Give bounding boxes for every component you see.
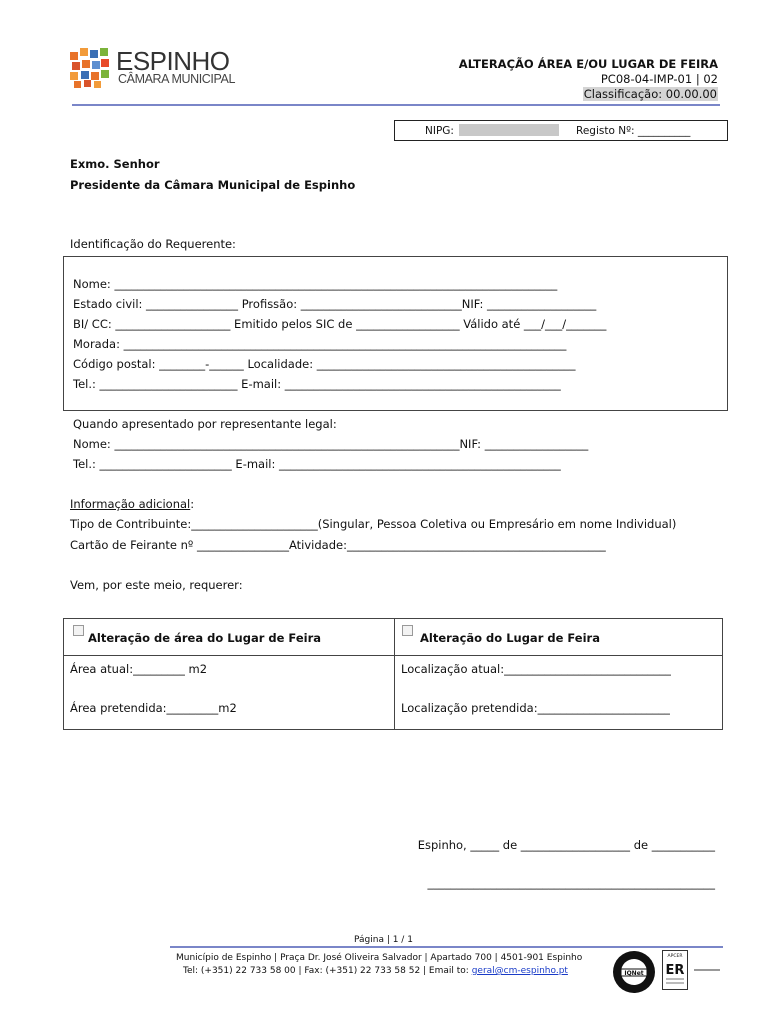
field-tel-email[interactable]: Tel.: ________________________ E-mail: ________________________________________________	[73, 377, 561, 391]
iqnet-seal-icon	[612, 950, 656, 994]
field-estado-civil[interactable]: Estado civil: ________________ Profissão: ____________________________NIF: ___________________	[73, 297, 597, 311]
apcer-er-icon	[662, 950, 688, 990]
field-area-atual[interactable]: Área atual:_________ m2	[70, 662, 208, 676]
field-rep-tel-email[interactable]: Tel.: _______________________ E-mail: _________________________________________________	[73, 457, 561, 471]
addressee-line1: Exmo. Senhor	[70, 157, 160, 171]
field-rep-nome[interactable]: Nome: ____________________________________________________________NIF: __________________	[73, 437, 589, 451]
date-line[interactable]: Espinho, _____ de ___________________ de ___________	[417, 838, 715, 852]
checkbox-alteracao-lugar[interactable]	[402, 625, 413, 636]
field-localizacao-pretendida[interactable]: Localização pretendida:_______________________	[401, 701, 670, 715]
field-cartao-feirante[interactable]: Cartão de Feirante nº ________________Atividade:_____________________________________________	[70, 538, 606, 552]
footer-contacts: Tel: (+351) 22 733 58 00 | Fax: (+351) 22 733 58 52 | Email to:	[183, 966, 472, 976]
document-code: PC08-04-IMP-01 | 02	[600, 72, 718, 86]
registry-box	[394, 120, 728, 141]
document-classification: Classificação: 00.00.00	[583, 87, 717, 101]
table-divider-horizontal	[64, 655, 722, 656]
info-heading-colon: :	[190, 497, 195, 511]
info-heading: Informação adicional	[70, 497, 191, 511]
option-alteracao-area: Alteração de área do Lugar de Feira	[88, 631, 321, 645]
footer-divider	[170, 946, 723, 948]
footer-address: Município de Espinho | Praça Dr. José Oliveira Salvador | Apartado 700 | 4501-901 Espinho	[176, 953, 583, 963]
field-area-pretendida[interactable]: Área pretendida:_________m2	[70, 701, 237, 715]
request-intro: Vem, por este meio, requerer:	[70, 578, 243, 592]
field-tipo-contribuinte[interactable]: Tipo de Contribuinte:______________________(Singular, Pessoa Coletiva ou Empresário em nome Individual)	[70, 517, 677, 531]
requerente-heading: Identificação do Requerente:	[70, 237, 236, 251]
footer-contacts-line	[183, 966, 568, 976]
option-alteracao-lugar: Alteração do Lugar de Feira	[420, 631, 600, 645]
email-link[interactable]: geral@cm-espinho.pt	[471, 966, 568, 976]
checkbox-alteracao-area[interactable]	[73, 625, 84, 636]
logo-subtitle: CÂMARA MUNICIPAL	[118, 72, 236, 86]
field-bi-cc[interactable]: BI/ CC: ____________________ Emitido pelos SIC de __________________ Válido até ___/___/_______	[73, 317, 607, 331]
representante-heading: Quando apresentado por representante legal:	[73, 417, 337, 431]
addressee-line2: Presidente da Câmara Municipal de Espinho	[70, 178, 356, 192]
request-table	[63, 618, 723, 730]
iqnet-text: IQNet	[624, 970, 644, 977]
logo-name: ESPINHO	[116, 46, 230, 76]
info-heading-line	[70, 497, 194, 511]
page-number: Página | 1 / 1	[354, 935, 413, 945]
logo-mosaic-icon	[70, 48, 110, 88]
nipg-label: NIPG:	[425, 125, 454, 137]
registo-label: Registo Nº: __________	[576, 125, 691, 137]
table-divider-vertical	[394, 619, 395, 729]
nipg-field[interactable]	[459, 124, 559, 136]
apcer-text: APCER	[667, 954, 683, 959]
signature-line[interactable]: __________________________________________________	[427, 876, 715, 890]
field-nome[interactable]: Nome: _____________________________________________________________________________	[73, 277, 558, 291]
field-codigo-postal[interactable]: Código postal: ________-______ Localidade: _____________________________________________	[73, 357, 576, 371]
document-title: ALTERAÇÃO ÁREA E/OU LUGAR DE FEIRA	[458, 57, 718, 71]
header-divider	[72, 104, 720, 106]
cert-code-mark	[694, 969, 720, 971]
field-morada[interactable]: Morada: _____________________________________________________________________________	[73, 337, 567, 351]
er-text: ER	[665, 963, 685, 978]
field-localizacao-atual[interactable]: Localização atual:_____________________________	[401, 662, 671, 676]
